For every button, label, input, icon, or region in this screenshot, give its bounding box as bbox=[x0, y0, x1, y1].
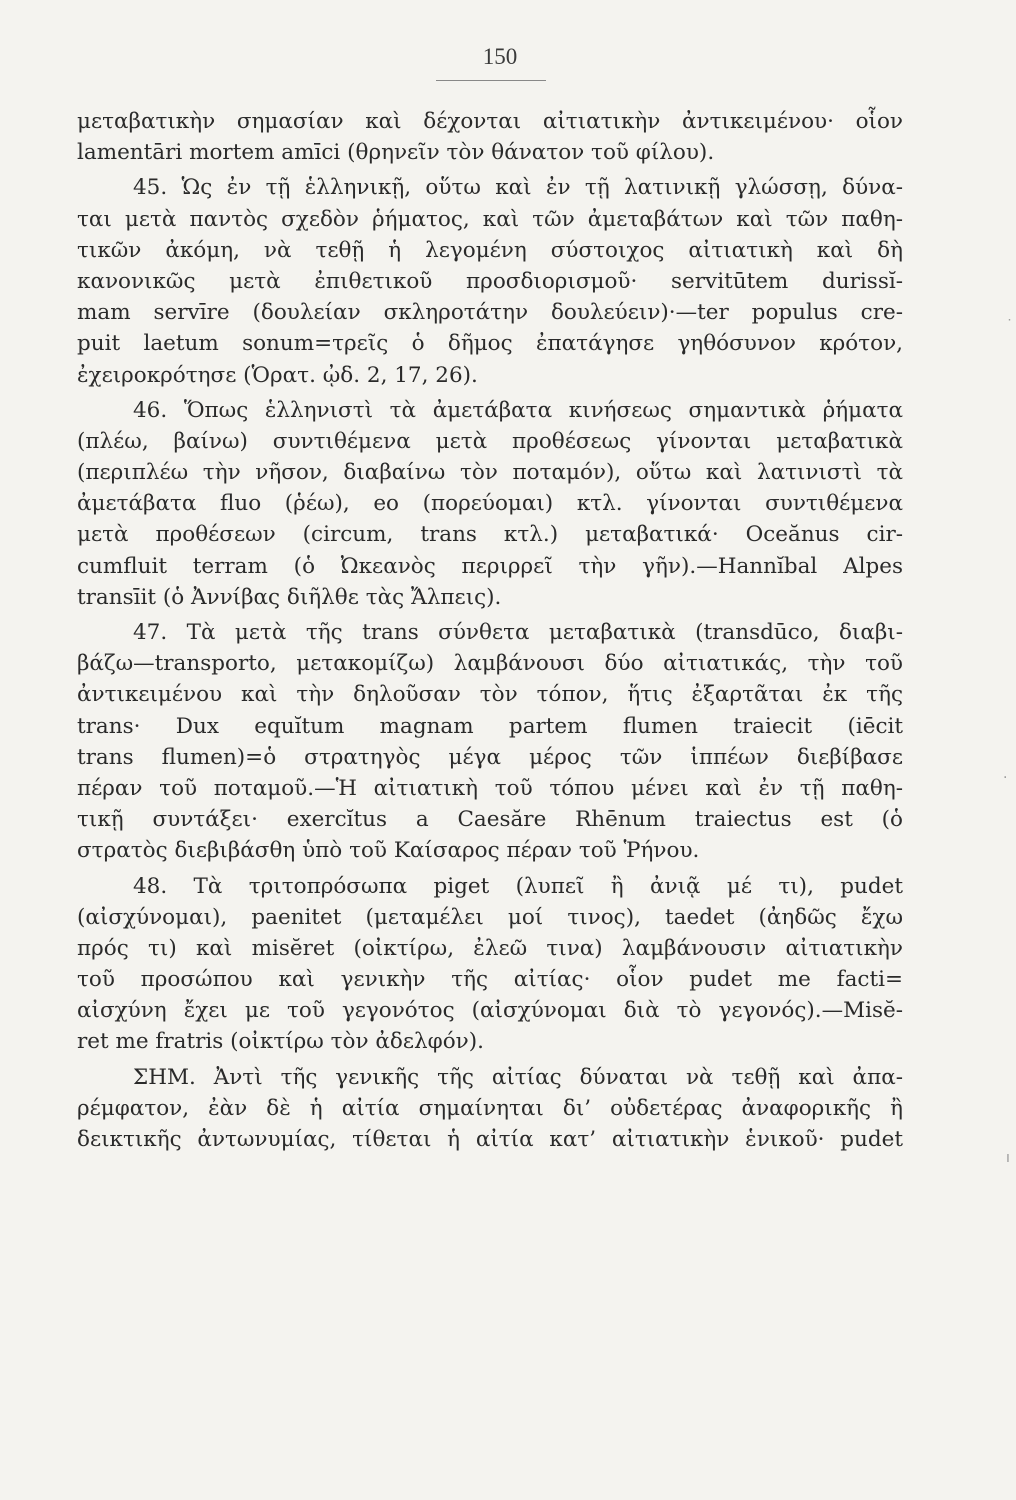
text-line: trans· Dux equĭtum magnam partem flumen traiecit (iēcit bbox=[77, 713, 903, 739]
text-line: cumfluit terram (ὁ Ὠκεανὸς περιρρεῖ τὴν γῆν).—Hannĭbal Alpes bbox=[77, 553, 903, 579]
text-line: κανονικῶς μετὰ ἐπιθετικοῦ προσδιορισμοῦ· servitūtem durissĭ- bbox=[77, 268, 903, 294]
text-line: τοῦ προσώπου καὶ γενικὴν τῆς αἰτίας· οἷον pudet me facti= bbox=[77, 967, 903, 993]
text-line: βάζω—transporto, μετακομίζω) λαμβάνουσι δύο αἰτιατικάς, τὴν τοῦ bbox=[77, 651, 903, 677]
text-line: πέραν τοῦ ποταμοῦ.—Ἡ αἰτιατικὴ τοῦ τόπου μένει καὶ ἐν τῇ παθη- bbox=[77, 775, 903, 801]
text-line: trans flumen)=ὁ στρατηγὸς μέγα μέρος τῶν ἱππέων διεβίβασε bbox=[77, 744, 903, 770]
text-line: mam servīre (δουλείαν σκληροτάτην δουλεύειν)·—ter populus cre- bbox=[77, 300, 903, 326]
paragraph-47-start: 47. Τὰ μετὰ τῆς trans σύνθετα μεταβατικὰ (transdūco, διαβι- bbox=[133, 620, 903, 645]
text-line: αἰσχύνη ἔχει με τοῦ γεγονότος (αἰσχύνομαι διὰ τὸ γεγονός).—Misĕ- bbox=[77, 998, 903, 1024]
body-text bbox=[77, 106, 903, 1155]
text-line: lamentāri mortem amīci (θρηνεῖν τὸν θάνατον τοῦ φίλου). bbox=[77, 140, 715, 166]
text-line: (αἰσχύνομαι), paenitet (μεταμέλει μοί τινος), taedet (ἀηδῶς ἔχω bbox=[77, 904, 903, 930]
text-line: ται μετὰ παντὸς σχεδὸν ῥήματος, καὶ τῶν ἀμεταβάτων καὶ τῶν παθη- bbox=[77, 206, 903, 232]
margin-tick-mark: ˙ bbox=[1006, 318, 1013, 334]
text-line: μεταβατικὴν σημασίαν καὶ δέχονται αἰτιατικὴν ἀντικειμένου· οἷον bbox=[77, 109, 903, 134]
paragraph-45-start: 45. Ὡς ἐν τῇ ἑλληνικῇ, οὕτω καὶ ἐν τῇ λατινικῇ γλώσσῃ, δύνα- bbox=[133, 175, 903, 201]
text-line: (πλέω, βαίνω) συντιθέμενα μετὰ προθέσεως γίνονται μεταβατικὰ bbox=[77, 428, 903, 454]
header-rule bbox=[436, 80, 546, 81]
text-line: ἐχειροκρότησε (Ὁρατ. ᾠδ. 2, 17, 26). bbox=[77, 362, 478, 388]
text-line: δεικτικῆς ἀντωνυμίας, τίθεται ἡ αἰτία κατ’ αἰτιατικὴν ἑνικοῦ· pudet bbox=[77, 1127, 903, 1152]
page-number: 150 bbox=[482, 44, 518, 69]
margin-tick-mark: · bbox=[1003, 770, 1008, 786]
text-line: transīit (ὁ Ἀννίβας διῆλθε τὰς Ἄλπεις). bbox=[77, 584, 502, 610]
margin-tick-mark: ı bbox=[1006, 1150, 1010, 1166]
text-line: ἀντικειμένου καὶ τὴν δηλοῦσαν τὸν τόπον, ἥτις ἐξαρτᾶται ἐκ τῆς bbox=[77, 682, 903, 708]
paragraph-48-start: 48. Τὰ τριτοπρόσωπα piget (λυπεῖ ἢ ἀνιᾷ μέ τι), pudet bbox=[133, 873, 903, 899]
text-line: (περιπλέω τὴν νῆσον, διαβαίνω τὸν ποταμόν), οὕτω καὶ λατινιστὶ τὰ bbox=[77, 460, 903, 486]
text-line: ret me fratris (οἰκτίρω τὸν ἀδελφόν). bbox=[77, 1029, 484, 1055]
text-line: μετὰ προθέσεων (circum, trans κτλ.) μεταβατικά· Oceănus cir- bbox=[77, 522, 903, 548]
text-line: ρέμφατον, ἐὰν δὲ ἡ αἰτία σημαίνηται δι’ οὐδετέρας ἀναφορικῆς ἢ bbox=[77, 1095, 903, 1121]
text-line: τικῇ συντάξει· exercĭtus a Caesăre Rhēnum traiectus est (ὁ bbox=[77, 807, 903, 833]
text-line: στρατὸς διεβιβάσθη ὑπὸ τοῦ Καίσαρος πέραν τοῦ Ῥήνου. bbox=[77, 838, 700, 864]
text-line: τικῶν ἀκόμη, νὰ τεθῇ ἡ λεγομένη σύστοιχος αἰτιατικὴ καὶ δὴ bbox=[77, 237, 903, 263]
text-line: puit laetum sonum=τρεῖς ὁ δῆμος ἐπατάγησε γηθόσυνον κρότον, bbox=[77, 331, 903, 357]
text-line: πρός τι) καὶ misĕret (οἰκτίρω, ἐλεῶ τινα) λαμβάνουσιν αἰτιατικὴν bbox=[77, 935, 903, 961]
text-line: ἀμετάβατα fluo (ῥέω), eo (πορεύομαι) κτλ. γίνονται συντιθέμενα bbox=[77, 491, 903, 517]
paragraph-46-start: 46. Ὅπως ἑλληνιστὶ τὰ ἀμετάβατα κινήσεως σημαντικὰ ῥήματα bbox=[133, 397, 903, 423]
note-paragraph-start: ΣΗΜ. Ἀντὶ τῆς γενικῆς τῆς αἰτίας δύναται νὰ τεθῇ καὶ ἀπα- bbox=[133, 1064, 903, 1090]
